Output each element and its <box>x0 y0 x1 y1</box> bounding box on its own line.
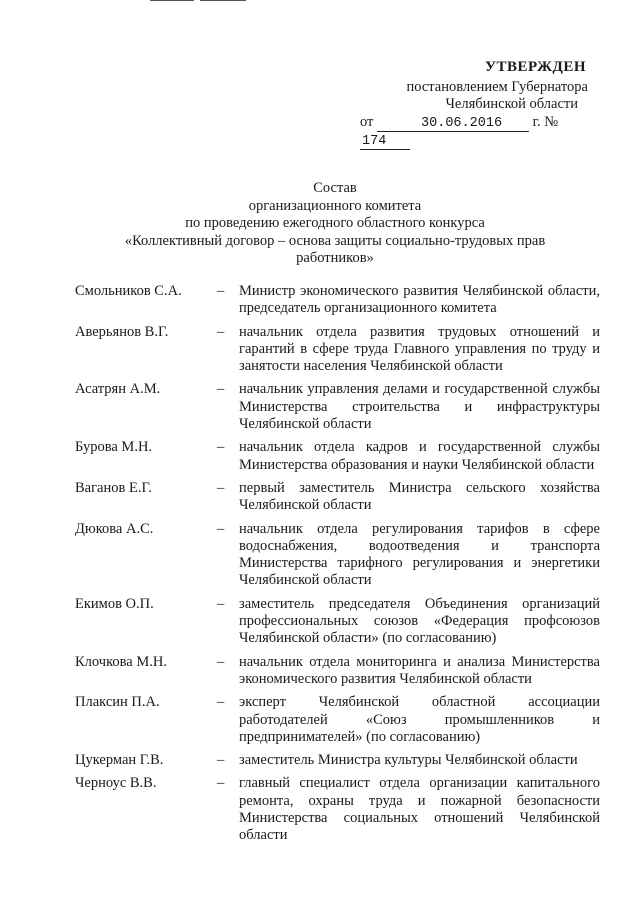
member-dash: – <box>217 381 225 398</box>
committee-member <box>75 439 600 474</box>
member-role: начальник отдела мониторинга и анализа Министерства экономического развития Челябинской области <box>239 653 600 687</box>
committee-member <box>75 381 600 433</box>
member-name: Бурова М.Н. <box>75 439 153 456</box>
member-dash: – <box>217 595 225 612</box>
committee-member <box>75 654 600 689</box>
member-role: начальник отдела кадров и государственной службы Министерства образования и науки Челябинской области <box>239 439 600 473</box>
member-name: Цукерман Г.В. <box>75 752 164 769</box>
member-name: Аверьянов В.Г. <box>75 323 169 340</box>
committee-member <box>75 521 600 590</box>
member-dash: – <box>217 323 225 340</box>
member-dash: – <box>217 694 225 711</box>
document-heading <box>70 180 600 268</box>
member-dash: – <box>217 775 225 792</box>
member-name: Плаксин П.А. <box>75 694 160 711</box>
member-name: Асатрян А.М. <box>75 381 161 398</box>
heading-line-5: работников» <box>296 250 374 266</box>
committee-member <box>75 596 600 648</box>
approval-title: УТВЕРЖДЕН <box>485 59 586 75</box>
member-role: заместитель Министра культуры Челябинской области <box>239 752 578 769</box>
member-dash: – <box>217 752 225 769</box>
heading-line-3: по проведению ежегодного областного конкурса <box>185 215 485 231</box>
member-dash: – <box>217 283 225 299</box>
committee-roster <box>75 283 600 851</box>
member-name: Ваганов Е.Г. <box>75 479 152 496</box>
member-name: Екимов О.П. <box>75 595 154 612</box>
approval-date-line <box>330 114 600 150</box>
member-name: Смольников С.А. <box>75 283 182 299</box>
heading-line-1: Состав <box>313 180 357 196</box>
member-role: эксперт Челябинской областной ассоциации работодателей «Союз промышленников и предпринимателей» (по согласованию) <box>239 694 600 745</box>
member-name: Клочкова М.Н. <box>75 653 167 670</box>
approval-region: Челябинской области <box>445 96 578 112</box>
member-dash: – <box>217 479 225 496</box>
scan-edge-marks <box>150 0 246 2</box>
member-name: Дюкова А.С. <box>75 520 154 537</box>
committee-member <box>75 775 600 844</box>
member-role: Министр экономического развития Челябинской области, председатель организационного комитета <box>239 283 600 317</box>
heading-line-4: «Коллективный договор – основа защиты социально-трудовых прав <box>124 232 546 249</box>
approval-number-label: г. № <box>532 113 559 130</box>
committee-member <box>75 694 600 746</box>
approval-stamp <box>330 59 600 150</box>
member-name: Черноус В.В. <box>75 775 157 792</box>
approval-issuer: постановлением Губернатора <box>406 78 588 95</box>
approval-date: 30.06.2016 <box>377 116 529 132</box>
member-dash: – <box>217 653 225 670</box>
member-dash: – <box>217 439 225 456</box>
member-role: главный специалист отдела организации капитального ремонта, охраны труда и пожарной безопасности Министерства социальных отношений Челябинской области <box>239 775 600 844</box>
committee-member <box>75 283 600 318</box>
member-role: начальник управления делами и государственной службы Министерства строительства и инфраструктуры Челябинской области <box>239 381 600 433</box>
approval-number: 174 <box>360 134 410 150</box>
member-role: начальник отдела регулирования тарифов в сфере водоснабжения, водоотведения и транспорта Министерства тарифного регулирования и энергетики Челябинской области <box>239 520 600 589</box>
member-role: начальник отдела развития трудовых отношений и гарантий в сфере труда Главного управления по труду и занятости населения Челябинской области <box>239 323 600 375</box>
member-role: заместитель председателя Объединения организаций профессиональных союзов «Федерация профсоюзов Челябинской области» (по согласованию) <box>239 595 600 647</box>
heading-line-2: организационного комитета <box>248 197 422 214</box>
member-role: первый заместитель Министра сельского хозяйства Челябинской области <box>239 479 600 514</box>
committee-member <box>75 480 600 515</box>
member-dash: – <box>217 520 225 537</box>
committee-member <box>75 752 600 769</box>
approval-from-label: от <box>360 113 374 130</box>
committee-member <box>75 324 600 376</box>
